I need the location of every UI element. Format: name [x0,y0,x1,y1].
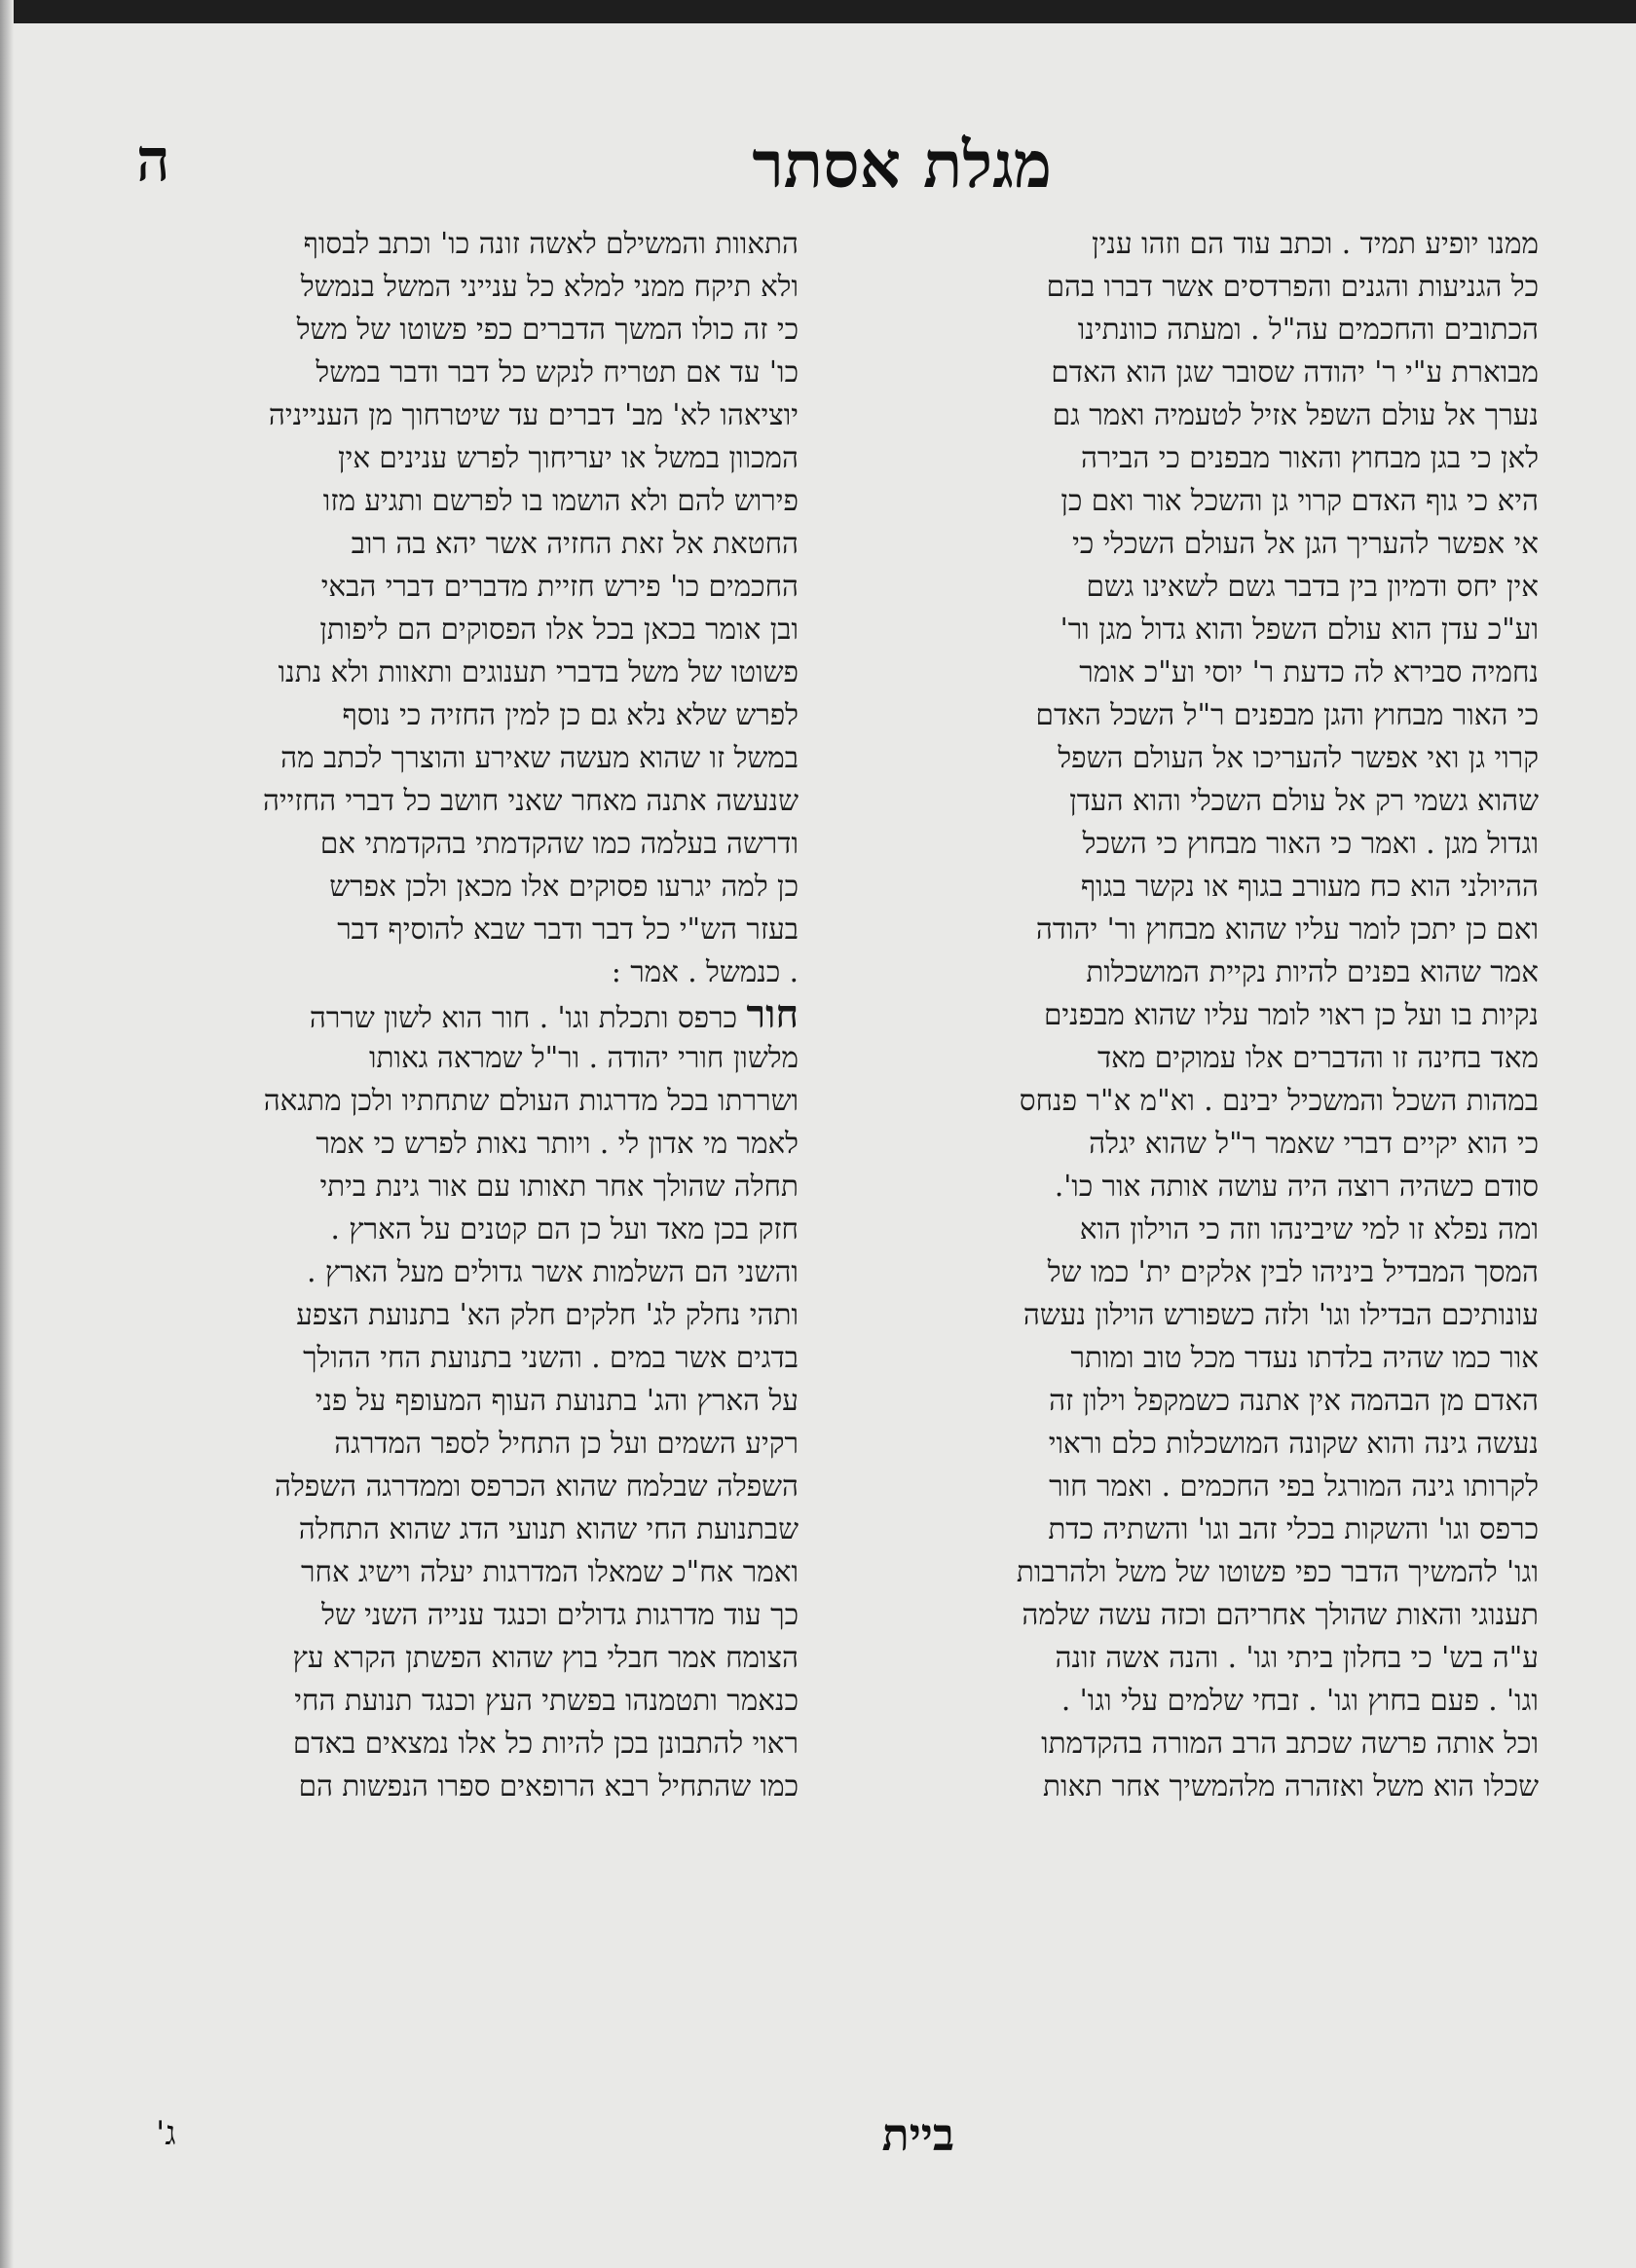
text-line: אי אפשר להעריך הגן אל העולם השכלי כי [1072,527,1539,560]
text-line: כרפס וגו' והשקות בכלי זהב וגו' והשתיה כדת [1048,1512,1539,1545]
catchword: ביית [881,2108,954,2161]
text-line: לאן כי בגן מבחוץ והאור מבפנים כי הבירה [1080,441,1539,474]
text-line: מלשון חורי יהודה . ור"ל שמראה גאותו [369,1041,799,1074]
text-line: נחמיה סבירא לה כדעת ר' יוסי וע"כ אומר [1079,655,1539,688]
text-line: כי הוא יקיים דברי שאמר ר"ל שהוא יגלה [1089,1127,1539,1160]
text-line: המסך המבדיל ביניהו לבין אלקים ית' כמו של [1047,1255,1539,1288]
page-footer [136,2108,1519,2176]
text-line: שהוא גשמי רק אל עולם השכלי והוא העדן [1069,784,1539,817]
text-line: כו' עד אם תטריח לנקש כל דבר ודבר במשל [316,355,799,389]
text-line: לפרש שלא נלא גם כן למין החזיה כי נוסף [342,698,799,731]
text-line: וגדול מגן . ואמר כי האור מבחוץ כי השכל [1082,827,1539,860]
text-line: וכל אותה פרשה שכתב הרב המורה בהקדמתו [1041,1727,1539,1760]
text-line: מאד בחינה זו והדברים אלו עמוקים מאד [1097,1041,1539,1074]
text-line: כמו שהתחיל רבא הרופאים ספרו הנפשות הם [298,1769,799,1803]
text-line: בדגים אשר במים . והשני בתנועת החי ההולך [303,1341,799,1374]
text-line: ודרשה בעלמה כמו שהקדמתי בהקדמתי אם [319,827,799,860]
text-line: פשוטו של משל בדברי תענוגים ותאוות ולא נתנו [278,655,799,688]
text-line: נערך אל עולם השפל אזיל לטעמיה ואמר גם [1052,398,1539,431]
signature-mark: ג' [156,2114,176,2153]
text-line: שכלו הוא משל ואזהרה מלהמשיך אחר תאות [1043,1769,1539,1803]
text-line: המכוון במשל או יעריחוך לפרש ענינים אין [338,441,799,474]
text-line: חזק בכן מאד ועל כן הם קטנים על הארץ . [330,1212,799,1246]
page-number: ה [136,127,170,195]
text-line: כך עוד מדרגות גדולים וכנגד ענייה השני של [321,1598,799,1631]
text-line: כל הגניעות והגנים והפרדסים אשר דברו בהם [1046,270,1539,303]
text-line: עונותיכם הבדילו וגו' ולזה כשפורש הוילון נעשה [1022,1298,1539,1331]
text-line: החטאת אל זאת החזיה אשר יהא בה רוב [351,527,799,560]
text-line: במשל זו שהוא מעשה שאירע והוצרך לכתב מה [280,741,799,774]
text-line: וגו' . פעם בחוץ וגו' . זבחי שלמים עלי וגו' . [1060,1684,1539,1717]
text-line: נעשה גינה והוא שקונה המושכלות כלם וראוי [1048,1427,1539,1460]
left-column-bottom-block [117,1036,799,1807]
text-line: כנאמר ותטמנהו בפשתי העץ וכנגד תנועת החי [294,1684,799,1717]
text-line: על הארץ והג' בתנועת העוף המעופף על פני [315,1384,799,1417]
text-line: קרוי גן ואי אפשר להעריכו אל העולם השפל [1058,741,1539,774]
text-line: סודם כשהיה רוצה היה עושה אותה אור כו'. [1054,1170,1539,1203]
text-line: ראוי להתבונן בכן להיות כל אלו נמצאים באדם [292,1727,799,1760]
right-text-column [857,222,1539,1807]
text-line: השפלה שבלמח שהוא הכרפס וממדרגה השפלה [274,1469,799,1503]
text-line: הכתובים והחכמים עה"ל . ומעתה כוונתינו [1077,313,1539,346]
text-line: ע"ה בש' כי בחלון ביתי וגו' . והנה אשה זונה [1055,1641,1539,1674]
text-line: פירוש להם ולא הושמו בו לפרשם ותגיע מזו [322,484,799,517]
text-line: ואם כן יתכן לומר עליו שהוא מבחוץ ור' יהודה [1035,912,1539,946]
section-lead-text: כרפס ותכלת וגו' . חור הוא לשון שררה [309,1001,738,1034]
text-line: כי זה כולו המשך הדברים כפי פשוטו של משל [296,313,799,346]
text-line: וע"כ עדן הוא עולם השפל והוא גדול מגן ור' [1060,613,1539,646]
text-line: תחלה שהולך אחר תאותו עם אור גינת ביתי [319,1170,799,1203]
text-line: והשני הם השלמות אשר גדולים מעל הארץ . [307,1255,799,1288]
text-line: לאמר מי אדון לי . ויותר נאות לפרש כי אמר [316,1127,799,1160]
text-line: ולא תיקח ממני למלא כל ענייני המשל בנמשל [300,270,799,303]
text-line: אין יחס ודמיון בין בדבר גשם לשאינו גשם [1086,570,1539,603]
scan-left-shadow [0,0,14,2268]
text-line: ואמר אח"כ שמאלו המדרגות יעלה וישיג אחר [301,1555,799,1588]
text-line: האדם מן הבהמה אין אתנה כשמקפל וילון זה [1049,1384,1539,1417]
page-header [136,127,1519,214]
text-line: שבתנועת החי שהוא תנועי הדג שהוא התחלה [298,1512,799,1545]
text-line: נקיות בו ועל כן ראוי לומר עליו שהוא מבפנים [1044,998,1539,1031]
text-line: . כנמשל . אמר : [611,955,799,988]
text-line: בעזר הש"י כל דבר ודבר שבא להוסיף דבר [337,912,799,946]
text-line: כן למה יגרעו פסוקים אלו מכאן ולכן אפרש [329,870,799,903]
left-column-top-block [117,222,799,993]
text-line: ומה נפלא זו למי שיבינהו וזה כי הוילון הוא [1079,1212,1539,1246]
text-line: שנעשה אתנה מאחר שאני חושב כל דברי החזייה [262,784,799,817]
text-line: ושררתו בכל מדרגות העולם שתחתיו ולכן מתגאה [263,1084,799,1117]
text-line: ההיולני הוא כח מעורב בגוף או נקשר בגוף [1080,870,1539,903]
running-title: מגלת אסתר [752,127,1052,203]
text-line: מבוארת ע"י ר' יהודה שסובר שגן הוא האדם [1051,355,1539,389]
text-line: במהות השכל והמשכיל יבינם . וא"מ א"ר פנחס [1019,1084,1539,1117]
left-text-column [117,222,799,1807]
text-line: כי האור מבחוץ והגן מבפנים ר"ל השכל האדם [1035,698,1539,731]
text-line: התאוות והמשילם לאשה זונה כו' וכתב לבסוף [303,227,799,260]
scan-top-border [0,0,1636,23]
text-line: לקרותו גינה המורגל בפי החכמים . ואמר חור [1049,1469,1539,1503]
text-line: ממנו יופיע תמיד . וכתב עוד הם וזהו ענין [1092,227,1539,260]
text-line: אור כמו שהיה בלדתו נעדר מכל טוב ומותר [1070,1341,1539,1374]
text-line: ותהי נחלק לג' חלקים חלק הא' בתנועת הצפע [296,1298,799,1331]
text-line: רקיע השמים ועל כן התחיל לספר המדרגה [334,1427,799,1460]
text-line: וגו' להמשיך הדבר כפי פשוטו של משל ולהרבות [1016,1555,1539,1588]
text-line: החכמים כו' פירש חזיית מדברים דברי הבאי [320,570,799,603]
text-line: אמר שהוא בפנים להיות נקיית המושכלות [1086,955,1539,988]
text-line: תענוגי והאות שהולך אחריהם וכזה עשה שלמה [1022,1598,1539,1631]
text-line: ובן אומר בכאן בכל אלו הפסוקים הם ליפותן [319,613,799,646]
text-line: הצומח אמר חבלי בוץ שהוא הפשתן הקרא עץ [292,1641,799,1674]
section-heading-line [117,993,799,1036]
text-line: היא כי גוף האדם קרוי גן והשכל אור ואם כן [1060,484,1539,517]
text-line: יוציאהו לא' מב' דברים עד שיטרחוך מן הענייניה [268,398,799,431]
section-lead-word: חור [746,993,799,1036]
